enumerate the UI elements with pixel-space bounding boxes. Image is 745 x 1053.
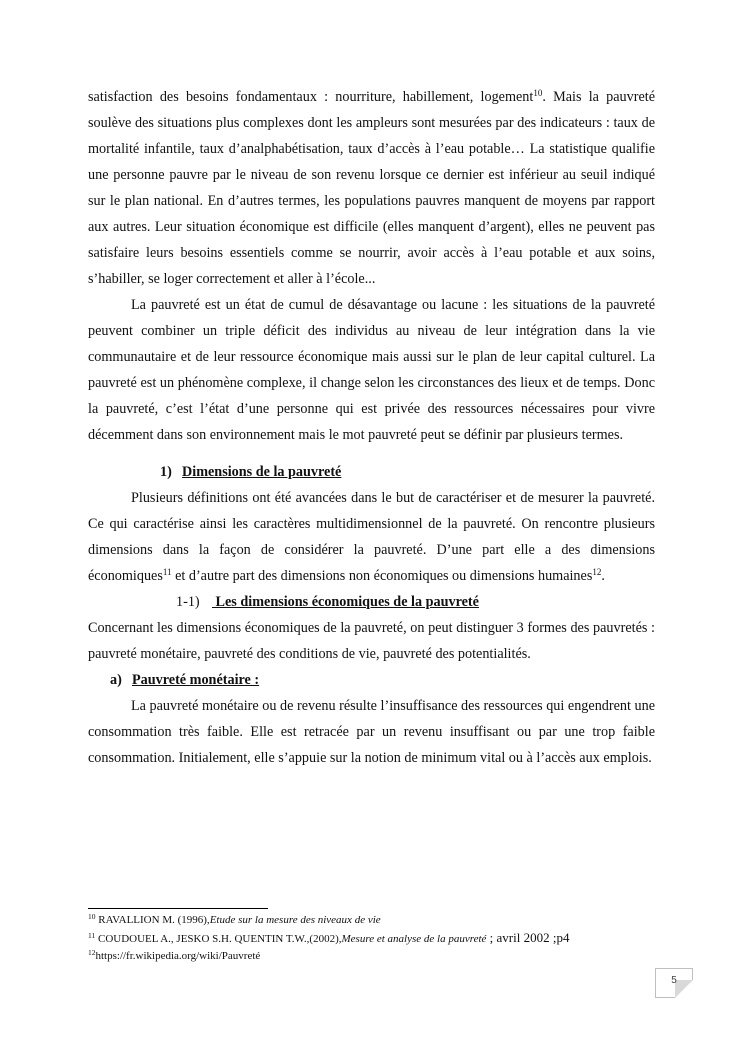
section-title: Dimensions de la pauvreté xyxy=(182,464,342,480)
paragraph-5: La pauvreté monétaire ou de revenu résulte l’insuffisance des ressources qui engendrent une consommation très faible. Elle est retracée par un revenu insuffisant ou par une trop faible consommation. Initialement, elle s’appuie sur la notion de minimum vital ou à l’accès aux emplois. xyxy=(88,698,655,766)
footnote-title: Mesure et analyse de la pauvreté xyxy=(341,933,487,945)
footnote-tail: ; avril 2002 ;p4 xyxy=(486,930,570,945)
subsubsection-heading xyxy=(88,667,655,693)
page-number-box xyxy=(655,968,693,998)
footnotes xyxy=(88,912,688,965)
paragraph-3-text-a: Plusieurs définitions ont été avancées dans le but de caractériser et de mesurer la pauvreté. Ce qui caractérise ainsi les caractères multidimensionnel de la pauvreté. On rencontre plusieurs dimensions dans la façon de considérer la pauvreté. D’une part elle a des dimensions économiques xyxy=(88,490,655,584)
subsection-number: 1-1) xyxy=(176,594,200,610)
subsubsection-number: a) xyxy=(110,672,122,688)
paragraph-2: La pauvreté est un état de cumul de désavantage ou lacune : les situations de la pauvreté peuvent combiner un triple déficit des individus au niveau de leur intégration dans la vie communautaire et de leur ressource économique mais aussi sur le plan de leur capital culturel. La pauvreté est un phénomène complexe, il change selon les circonstances des lieux et de temps. Donc la pauvreté, c’est l’état d’une personne qui est privée des ressources nécessaires pour vivre décemment dans son environnement mais le mot pauvreté peut se définir par plusieurs termes. xyxy=(88,297,655,443)
page-number: 5 xyxy=(671,975,677,986)
paragraph-1 xyxy=(88,84,655,292)
subsubsection-title: Pauvreté monétaire : xyxy=(132,672,260,688)
footnote-separator xyxy=(88,908,268,909)
paragraph-4: Concernant les dimensions économiques de la pauvreté, on peut distinguer 3 formes des pauvretés : pauvreté monétaire, pauvreté des conditions de vie, pauvreté des potentialités. xyxy=(88,620,655,662)
body-text xyxy=(88,84,655,771)
footnote-author: RAVALLION M. (1996), xyxy=(95,914,210,926)
section-heading-1 xyxy=(88,459,655,485)
footnote-ref-12[interactable]: 12 xyxy=(592,567,602,577)
footnote-10 xyxy=(88,912,688,929)
footnote-number: 11 xyxy=(88,931,96,940)
footnote-number: 10 xyxy=(88,912,96,921)
subsection-title: Les dimensions économiques de la pauvreté xyxy=(212,594,479,610)
footnote-title: Etude sur la mesure des niveaux de vie xyxy=(209,914,381,926)
paragraph-3-text-c: . xyxy=(601,568,605,584)
footnote-number: 12 xyxy=(88,948,96,957)
footnote-ref-10[interactable]: 10 xyxy=(533,88,543,98)
footnote-link[interactable]: https://fr.wikipedia.org/wiki/Pauvreté xyxy=(95,950,261,962)
footnote-author: COUDOUEL A., JESKO S.H. QUENTIN T.W.,(2002), xyxy=(95,933,342,945)
footnote-12 xyxy=(88,948,688,965)
paragraph-1-text-a: satisfaction des besoins fondamentaux : nourriture, habillement, logement xyxy=(88,89,534,105)
paragraph-3-text-b: et d’autre part des dimensions non économiques ou dimensions humaines xyxy=(171,568,593,584)
paragraph-1-text-b: . Mais la pauvreté soulève des situations plus complexes dont les ampleurs sont mesurées par des indicateurs : taux de mortalité infantile, taux d’analphabétisation, taux d’accès à l’eau potable… La statistique qualifie une personne pauvre par le niveau de son revenu lorsque ce dernier est inférieur au seuil indiqué sur le plan national. En d’autres termes, les populations pauvres manquent de moyens par rapport aux autres. Leur situation économique est difficile (elles manquent d’argent), elles ne peuvent pas satisfaire leurs besoins essentiels comme se nourrir, avoir accès à l’eau potable et aux soins, s’habiller, se loger correctement et aller à l’école... xyxy=(88,89,656,287)
paragraph-3 xyxy=(88,485,655,589)
footnote-11 xyxy=(88,929,688,948)
subsection-heading xyxy=(88,589,655,615)
footnote-ref-11[interactable]: 11 xyxy=(162,567,172,577)
section-number: 1) xyxy=(160,464,172,480)
